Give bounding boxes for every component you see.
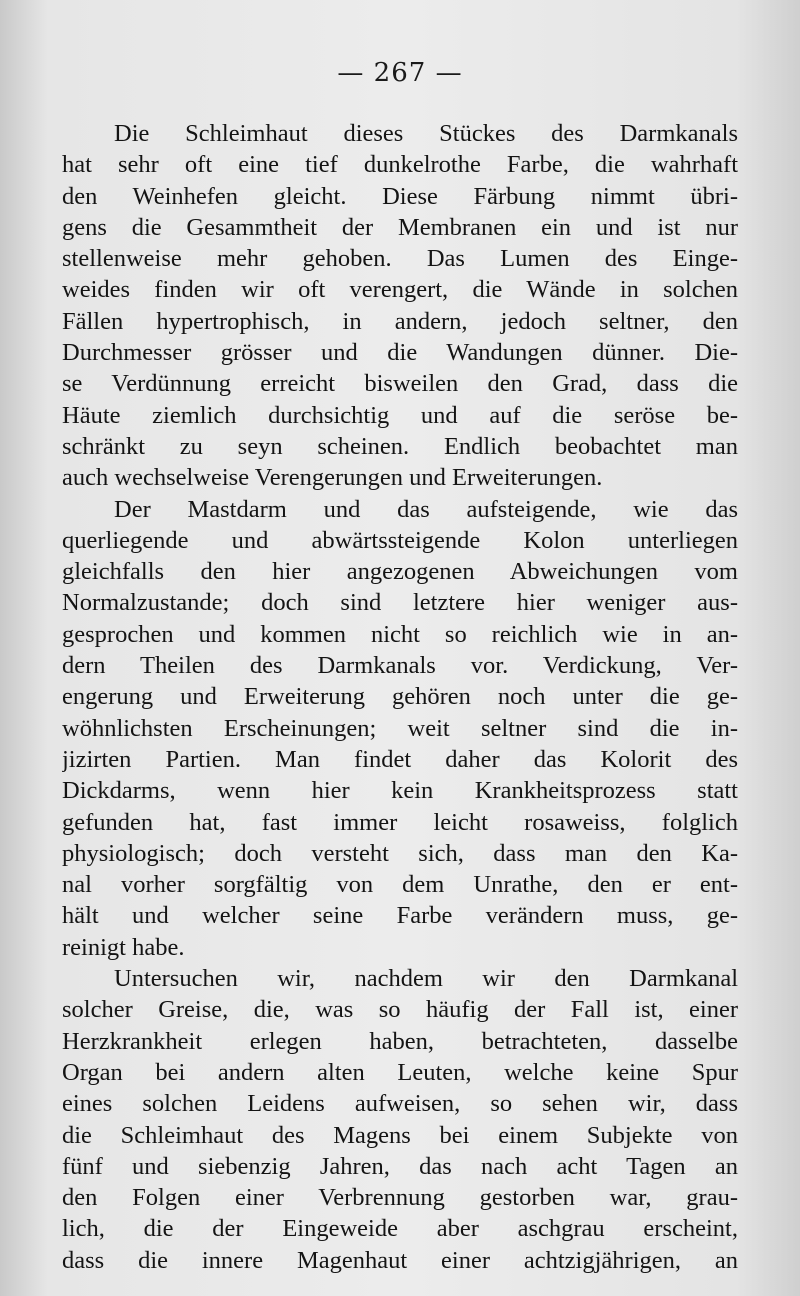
page-number: — 267 — bbox=[337, 58, 463, 88]
text-line: eines solchen Leidens aufweisen, so sehen wir, dass bbox=[62, 1090, 738, 1118]
text-line: den Folgen einer Verbrennung gestorben war, grau- bbox=[62, 1184, 738, 1212]
text-line: Dickdarms, wenn hier kein Krankheitsprozess statt bbox=[62, 777, 738, 805]
text-line: den Weinhefen gleicht. Diese Färbung nimmt übri- bbox=[62, 182, 738, 210]
text-line: weides finden wir oft verengert, die Wände in solchen bbox=[62, 276, 738, 304]
text-line: Fällen hypertrophisch, in andern, jedoch seltner, den bbox=[62, 307, 738, 335]
text-line: nal vorher sorgfältig von dem Unrathe, den er ent- bbox=[62, 871, 738, 899]
text-line: solcher Greise, die, was so häufig der Fall ist, einer bbox=[62, 996, 738, 1024]
text-line: Herzkrankheit erlegen haben, betrachteten, dasselbe bbox=[62, 1027, 738, 1055]
text-line: physiologisch; doch versteht sich, dass man den Ka- bbox=[62, 839, 738, 867]
text-line: auch wechselweise Verengerungen und Erweiterungen. bbox=[62, 464, 603, 492]
text-line: Die Schleimhaut dieses Stückes des Darmkanals bbox=[114, 120, 738, 147]
text-line: engerung und Erweiterung gehören noch unter die ge- bbox=[62, 683, 738, 711]
text-line: dern Theilen des Darmkanals vor. Verdickung, Ver- bbox=[62, 652, 738, 680]
text-line: Normalzustande; doch sind letztere hier weniger aus- bbox=[62, 589, 738, 617]
text-line: wöhnlichsten Erscheinungen; weit seltner sind die in- bbox=[62, 714, 738, 742]
body-text bbox=[62, 118, 738, 1276]
text-line: hält und welcher seine Farbe verändern muss, ge- bbox=[62, 902, 738, 930]
text-line: Organ bei andern alten Leuten, welche keine Spur bbox=[62, 1058, 738, 1086]
text-line: gleichfalls den hier angezogenen Abweichungen vom bbox=[62, 558, 738, 586]
text-line: Untersuchen wir, nachdem wir den Darmkanal bbox=[114, 965, 738, 993]
text-line: stellenweise mehr gehoben. Das Lumen des Einge- bbox=[62, 245, 738, 273]
text-line: querliegende und abwärtssteigende Kolon unterliegen bbox=[62, 526, 738, 554]
text-line: lich, die der Eingeweide aber aschgrau erscheint, bbox=[62, 1215, 738, 1243]
text-line: fünf und siebenzig Jahren, das nach acht Tagen an bbox=[62, 1152, 738, 1180]
text-line: Durchmesser grösser und die Wandungen dünner. Die- bbox=[62, 339, 738, 367]
text-line: gens die Gesammtheit der Membranen ein und ist nur bbox=[62, 213, 738, 241]
text-line: Häute ziemlich durchsichtig und auf die seröse be- bbox=[62, 401, 738, 429]
text-line: schränkt zu seyn scheinen. Endlich beobachtet man bbox=[62, 432, 738, 460]
text-line: dass die innere Magenhaut einer achtzigjährigen, an bbox=[62, 1246, 738, 1274]
text-line: Der Mastdarm und das aufsteigende, wie das bbox=[114, 495, 738, 523]
text-line: reinigt habe. bbox=[62, 933, 185, 961]
text-line: jizirten Partien. Man findet daher das Kolorit des bbox=[62, 745, 738, 773]
text-line: gesprochen und kommen nicht so reichlich wie in an- bbox=[62, 620, 738, 648]
text-line: hat sehr oft eine tief dunkelrothe Farbe, die wahrhaft bbox=[62, 151, 738, 179]
text-line: die Schleimhaut des Magens bei einem Subjekte von bbox=[62, 1121, 738, 1149]
text-line: se Verdünnung erreicht bisweilen den Grad, dass die bbox=[62, 370, 738, 398]
text-line: gefunden hat, fast immer leicht rosaweiss, folglich bbox=[62, 808, 738, 836]
